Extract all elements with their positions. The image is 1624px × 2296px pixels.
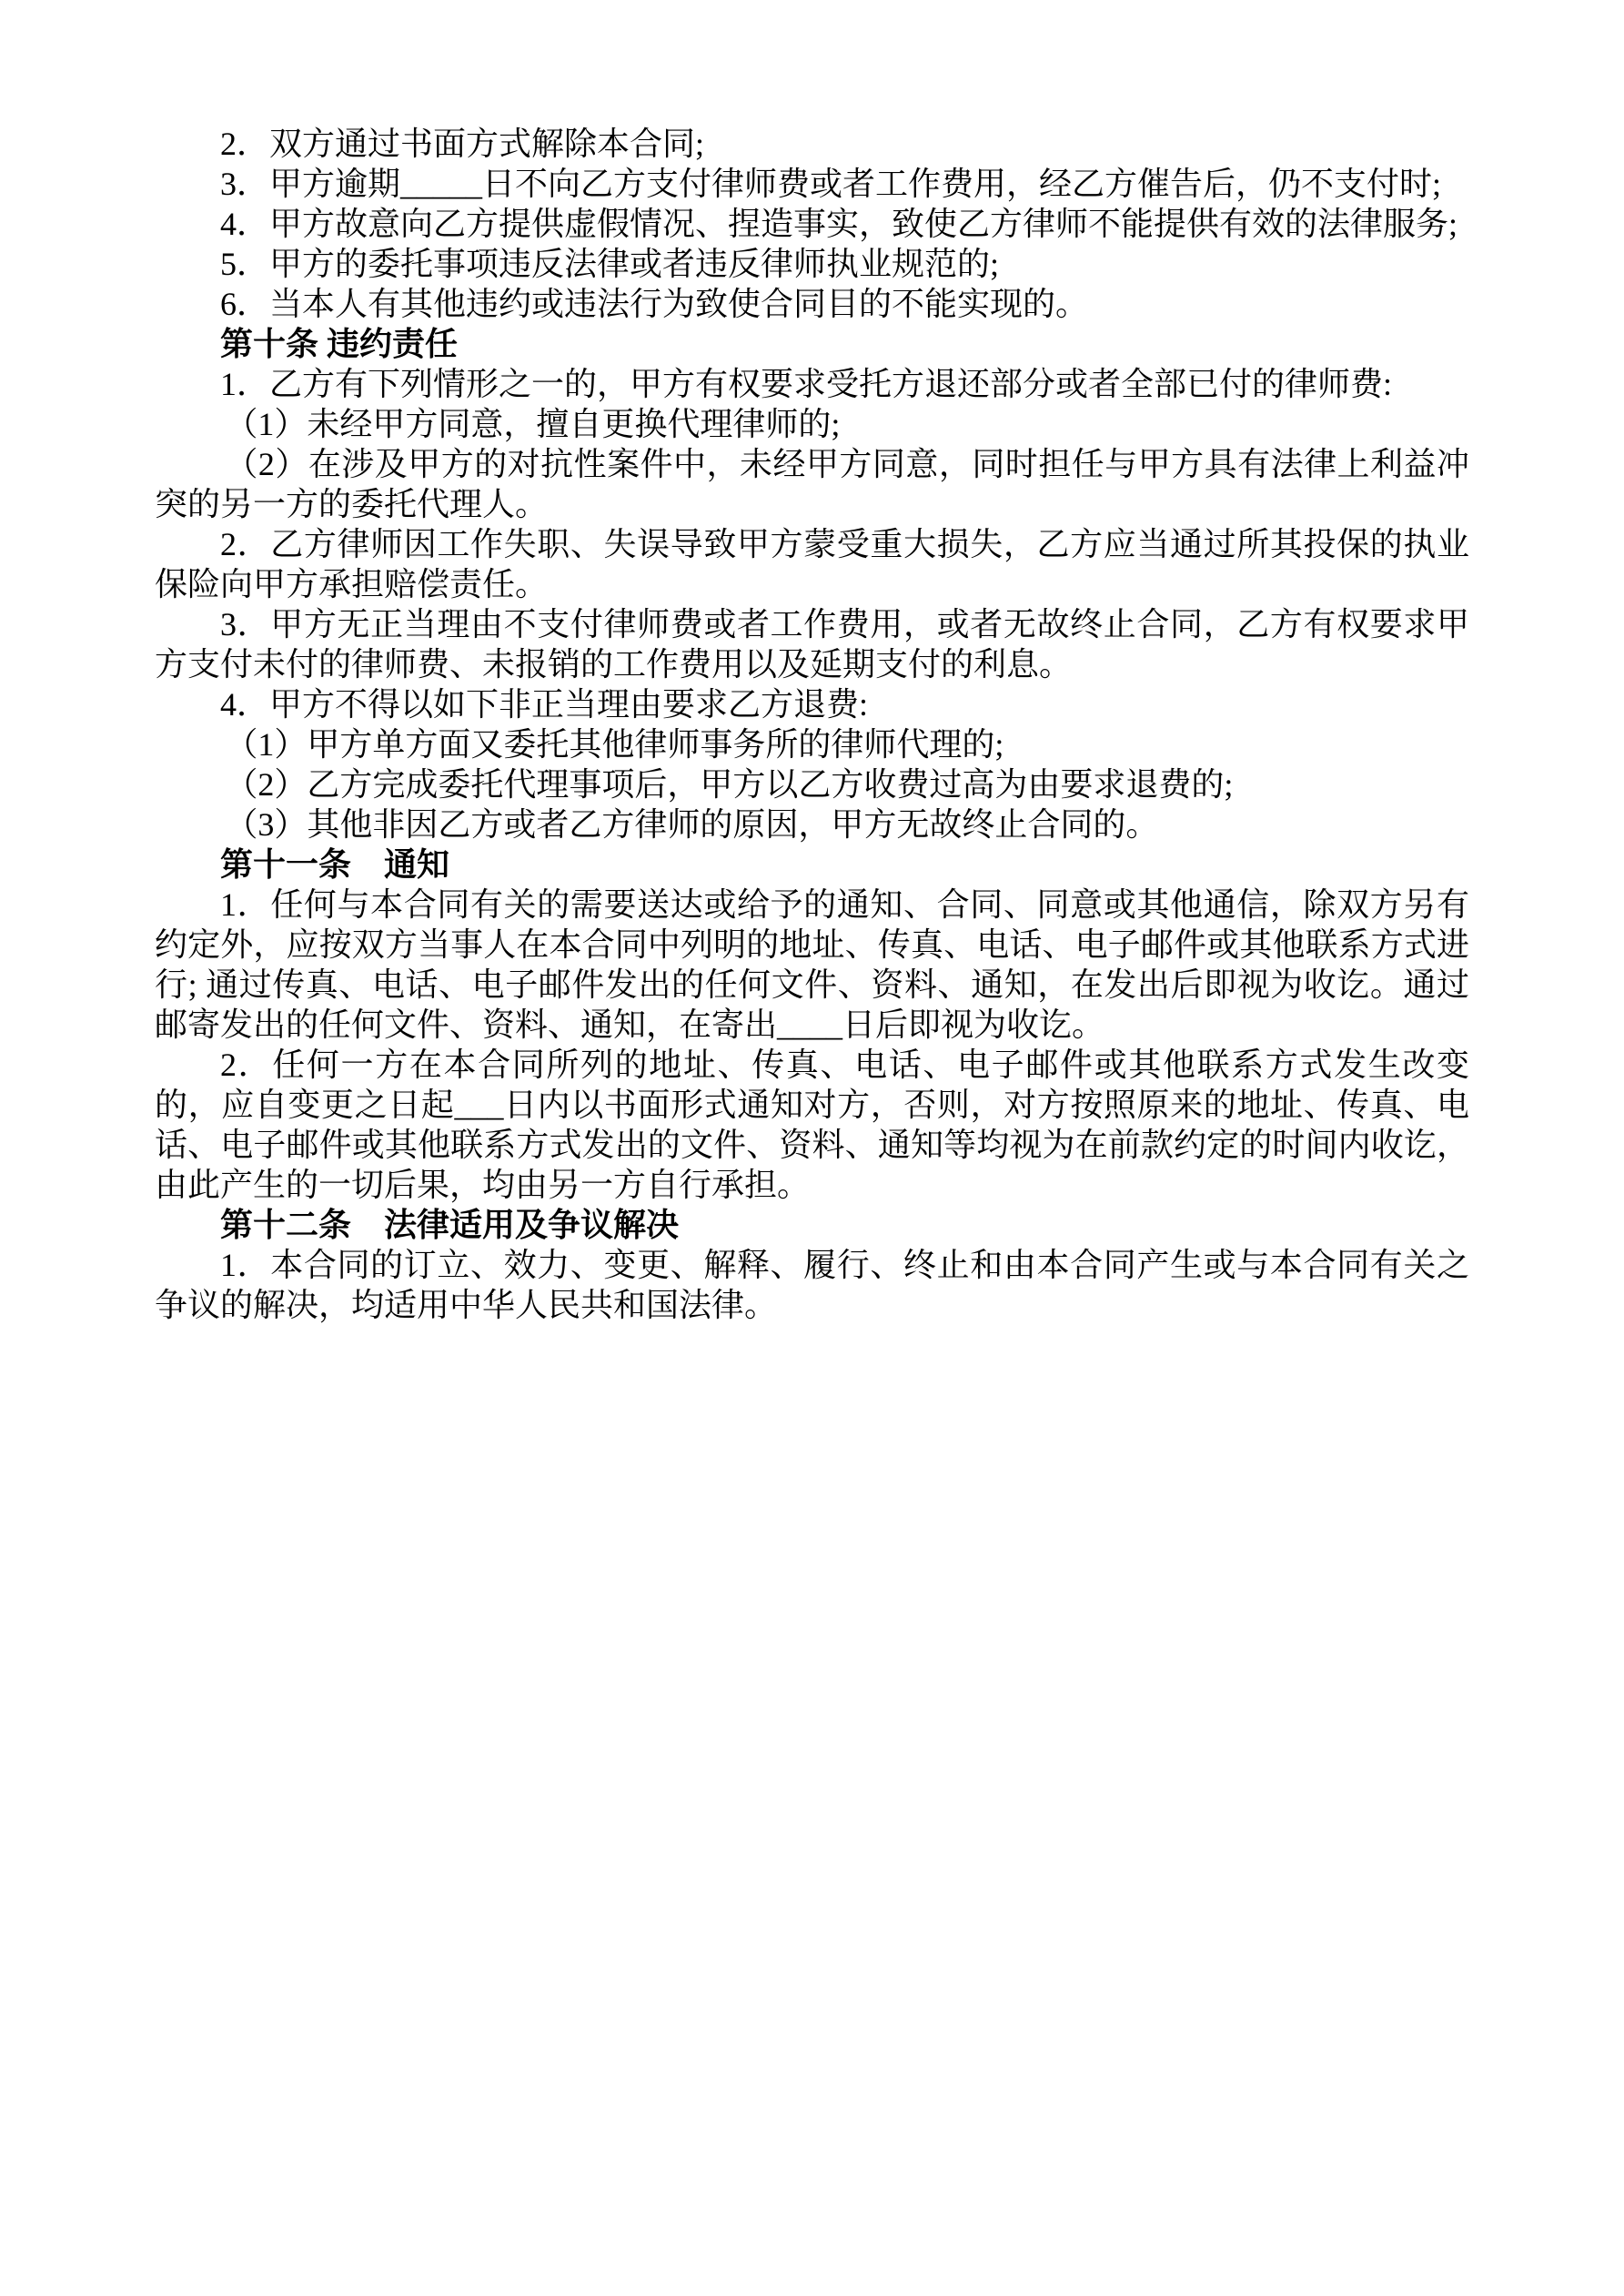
article-12-heading: 第十二条 法律适用及争议解决 [220,1207,680,1243]
clause-illegal-entrustment: 5．甲方的委托事项违反法律或者违反律师执业规范的; [220,246,1000,282]
article-10-item-3: 3．甲方无正当理由不支付律师费或者工作费用，或者无故终止合同，乙方有权要求甲方支付未付的律师费、未报销的工作费用以及延期支付的利息。 [155,606,1469,683]
article-11-item-1: 1．任何与本合同有关的需要送达或给予的通知、合同、同意或其他通信，除双方另有约定外，应按双方当事人在本合同中列明的地址、传真、电话、电子邮件或其他联系方式进行; 通过传真、电话、电子邮件发出的任何文件、资料、通知，在发出后即视为收讫。通过邮寄发出的任何文件、资料、通知，在寄出____日后即视为收讫。 [155,886,1469,1043]
article-10-item-4-sub-2: （2）乙方完成委托代理事项后，甲方以乙方收费过高为由要求退费的; [225,766,1234,803]
article-12-item-1: 1．本合同的订立、效力、变更、解释、履行、终止和由本合同产生或与本合同有关之争议的解决，均适用中华人民共和国法律。 [155,1247,1469,1323]
article-10-heading: 第十条 违约责任 [220,326,459,362]
article-10-item-1: 1．乙方有下列情形之一的，甲方有权要求受托方退还部分或者全部已付的律师费: [220,366,1393,402]
article-10-item-2: 2．乙方律师因工作失职、失误导致甲方蒙受重大损失，乙方应当通过所其投保的执业保险向甲方承担赔偿责任。 [155,526,1469,602]
clause-other-breach: 6．当本人有其他违约或违法行为致使合同目的不能实现的。 [220,286,1089,322]
article-10-item-4: 4．甲方不得以如下非正当理由要求乙方退费: [220,686,869,723]
article-10-item-1-sub-1: （1）未经甲方同意，擅自更换代理律师的; [225,406,841,442]
article-10-item-1-sub-2: （2）在涉及甲方的对抗性案件中，未经甲方同意，同时担任与甲方具有法律上利益冲突的另一方的委托代理人。 [155,446,1469,522]
article-11-item-2: 2．任何一方在本合同所列的地址、传真、电话、电子邮件或其他联系方式发生改变的，应自变更之日起___日内以书面形式通知对方，否则，对方按照原来的地址、传真、电话、电子邮件或其他联系方式发出的文件、资料、通知等均视为在前款约定的时间内收讫，由此产生的一切后果，均由另一方自行承担。 [155,1047,1469,1203]
article-11-heading: 第十一条 通知 [220,846,450,883]
clause-overdue-payment: 3．甲方逾期_____日不向乙方支付律师费或者工作费用，经乙方催告后，仍不支付时; [220,166,1442,202]
article-10-item-4-sub-1: （1）甲方单方面又委托其他律师事务所的律师代理的; [225,726,1004,763]
article-10-item-4-sub-3: （3）其他非因乙方或者乙方律师的原因，甲方无故终止合同的。 [225,806,1159,843]
clause-termination-by-agreement: 2．双方通过书面方式解除本合同; [220,126,705,162]
clause-false-information: 4．甲方故意向乙方提供虚假情况、捏造事实，致使乙方律师不能提供有效的法律服务; [220,206,1458,242]
